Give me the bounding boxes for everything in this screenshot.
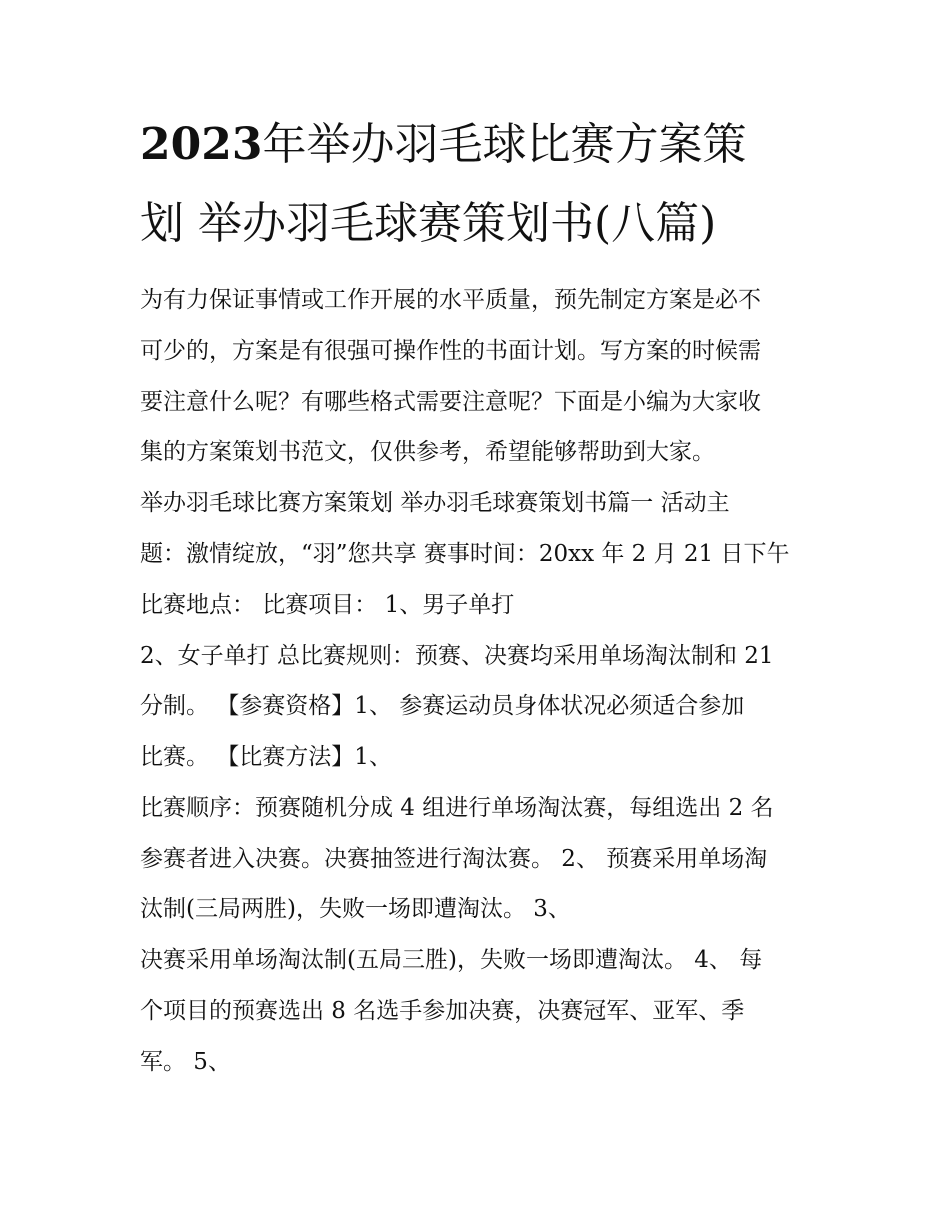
body-line: 比赛地点： 比赛项目： 1、男子单打 [140,592,515,618]
body-line: 个项目的预赛选出 8 名选手参加决赛，决赛冠军、亚军、季 [140,998,745,1024]
title-text: 年举办羽毛球比赛方案策 [262,119,747,170]
body-line: 汰制(三局两胜)，失败一场即遭淘汰。 3、 [140,896,571,922]
body-line: 比赛顺序：预赛随机分成 4 组进行单场淘汰赛，每组选出 2 名 [140,795,774,821]
body-line: 比赛。 【比赛方法】1、 [140,744,392,770]
document-title-line-1 [140,118,820,172]
body-line: 决赛采用单场淘汰制(五局三胜)，失败一场即遭淘汰。 4、 每 [140,947,763,973]
body-line: 可少的，方案是有很强可操作性的书面计划。写方案的时候需 [140,338,761,364]
body-line: 2、女子单打 总比赛规则：预赛、决赛均采用单场淘汰制和 21 [140,643,774,669]
body-line: 参赛者进入决赛。决赛抽签进行淘汰赛。 2、 预赛采用单场淘 [140,846,768,872]
body-line: 要注意什么呢？有哪些格式需要注意呢？下面是小编为大家收 [140,389,761,415]
title-year: 2023 [140,119,263,170]
document-title-line-2: 划 举办羽毛球赛策划书(八篇) [140,198,717,249]
body-line: 举办羽毛球比赛方案策划 举办羽毛球赛策划书篇一 活动主 [140,490,730,516]
body-line: 分制。 【参赛资格】1、 参赛运动员身体状况必须适合参加 [140,693,745,719]
body-line: 军。 5、 [140,1049,231,1075]
body-line: 为有力保证事情或工作开展的水平质量，预先制定方案是必不 [140,287,761,313]
body-line: 题：激情绽放，“羽”您共享 赛事时间：20xx 年 2 月 21 日下午 [140,541,790,567]
body-line: 集的方案策划书范文，仅供参考，希望能够帮助到大家。 [140,439,715,465]
